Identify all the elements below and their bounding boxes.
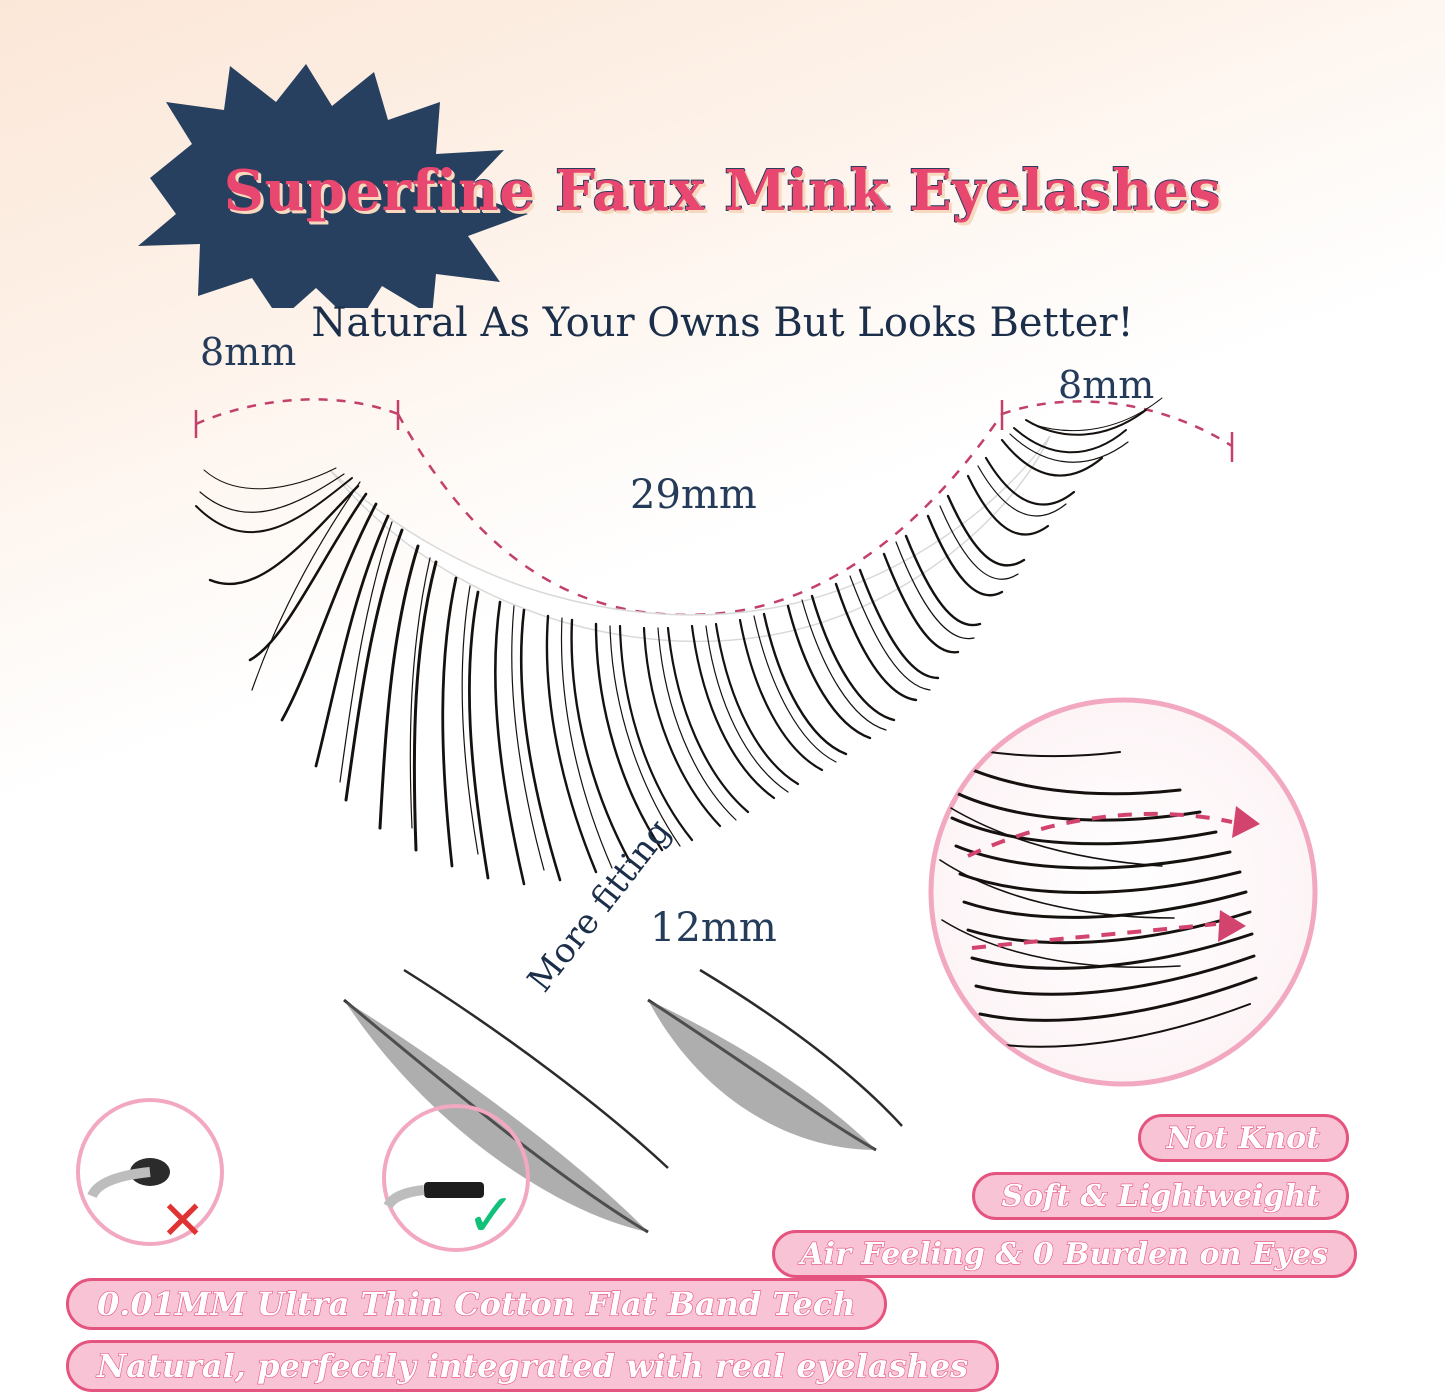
feature-badge-air-feeling: Air Feeling & 0 Burden on Eyes (772, 1230, 1357, 1278)
page-subtitle: Natural As Your Owns But Looks Better! (311, 300, 1134, 346)
check-icon: ✓ (466, 1181, 517, 1251)
measurement-band-12mm: 12mm (650, 905, 777, 951)
feature-badge-soft-lightweight: Soft & Lightweight (972, 1172, 1349, 1220)
feature-badge-natural-integration: Natural, perfectly integrated with real eyelashes (66, 1340, 999, 1392)
measurement-left-8mm: 8mm (200, 330, 297, 374)
measurement-total-29mm: 29mm (630, 472, 757, 518)
page-title: Superfine Faux Mink Eyelashes (223, 158, 1222, 224)
feature-badge-not-knot: Not Knot (1138, 1114, 1350, 1162)
more-fitting-label: More fitting (520, 811, 679, 1000)
measurement-right-8mm: 8mm (1058, 363, 1155, 407)
cross-icon: ✕ (160, 1189, 206, 1252)
feature-badge-flat-band-tech: 0.01MM Ultra Thin Cotton Flat Band Tech (66, 1278, 887, 1330)
